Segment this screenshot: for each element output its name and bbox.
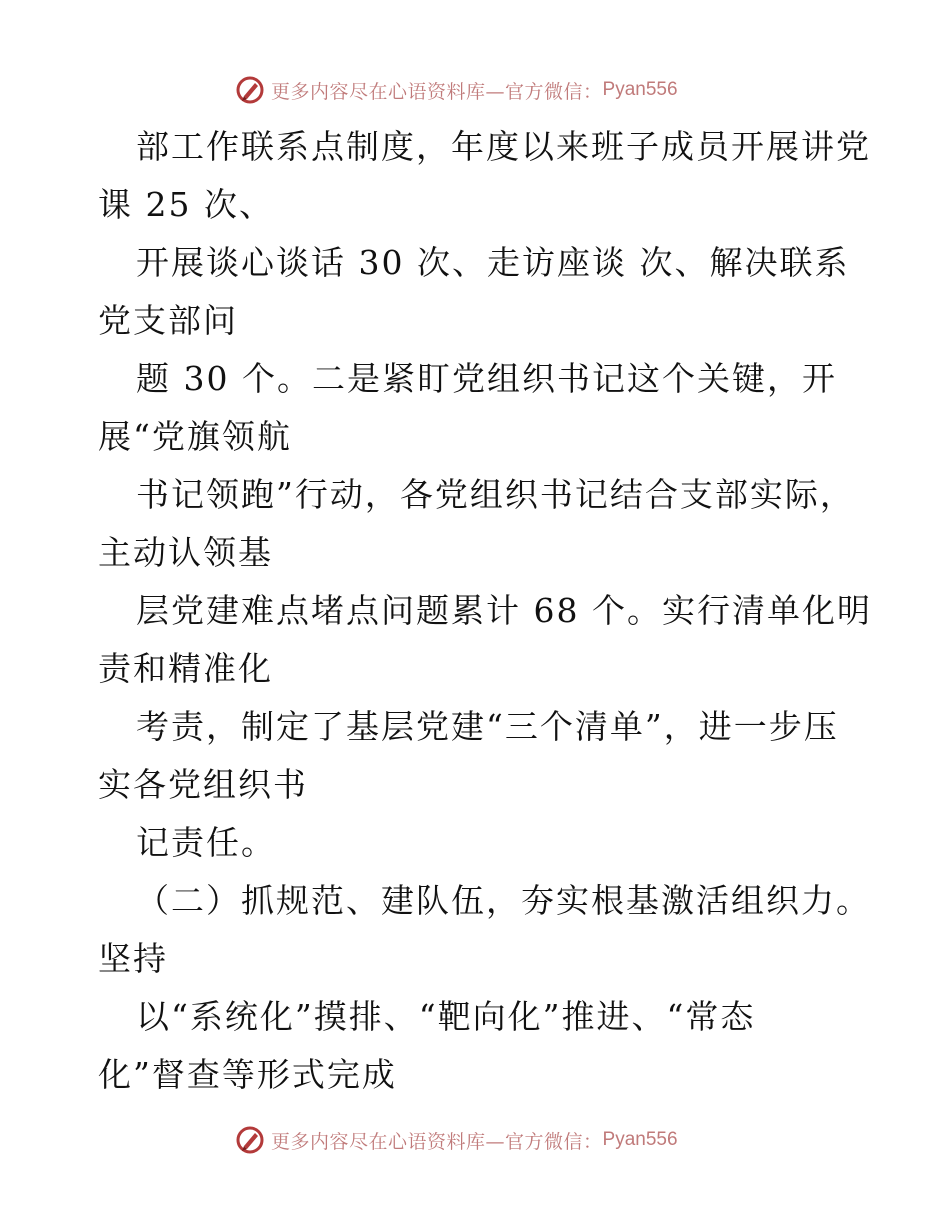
text-line: 责和精准化: [98, 649, 273, 688]
watermark-wechat-id: Pyan556: [602, 1129, 678, 1150]
text-line: 考责，制定了基层党建“三个清单”，进一步压: [136, 707, 839, 746]
text-line: 以“系统化”摸排、“靶向化”推进、“常态: [136, 997, 756, 1036]
text-line: 题 30 个。二是紧盯党组织书记这个关键，开: [136, 359, 837, 398]
text-line: 部工作联系点制度，年度以来班子成员开展讲党: [136, 127, 871, 166]
text-line: 展“党旗领航: [98, 417, 292, 456]
text-line: 记责任。: [136, 823, 276, 862]
text-line: 开展谈心谈话 30 次、走访座谈 次、解决联系: [136, 243, 850, 282]
watermark-text: 更多内容尽在心语资料库—官方微信：: [271, 80, 603, 103]
text-line: 书记领跑”行动，各党组织书记结合支部实际，: [136, 475, 855, 514]
text-line: 层党建难点堵点问题累计 68 个。实行清单化明: [136, 591, 872, 630]
header-watermark: [235, 73, 678, 107]
section-heading-line: （二）抓规范、建队伍，夯实根基激活组织力。: [136, 881, 871, 920]
text-line: 主动认领基: [98, 533, 273, 572]
text-line: 化”督查等形式完成: [98, 1055, 397, 1094]
text-line: 坚持: [98, 939, 168, 978]
watermark-wechat-id: Pyan556: [602, 79, 678, 100]
pen-circle-logo-icon: [235, 1125, 265, 1155]
pen-circle-logo-icon: [235, 75, 265, 105]
footer-watermark: [235, 1123, 678, 1157]
text-line: 实各党组织书: [98, 765, 308, 804]
document-body: [98, 118, 872, 1104]
watermark-text: 更多内容尽在心语资料库—官方微信：: [271, 1130, 603, 1153]
text-line: 党支部问: [98, 301, 238, 340]
text-line: 课 25 次、: [98, 185, 274, 224]
